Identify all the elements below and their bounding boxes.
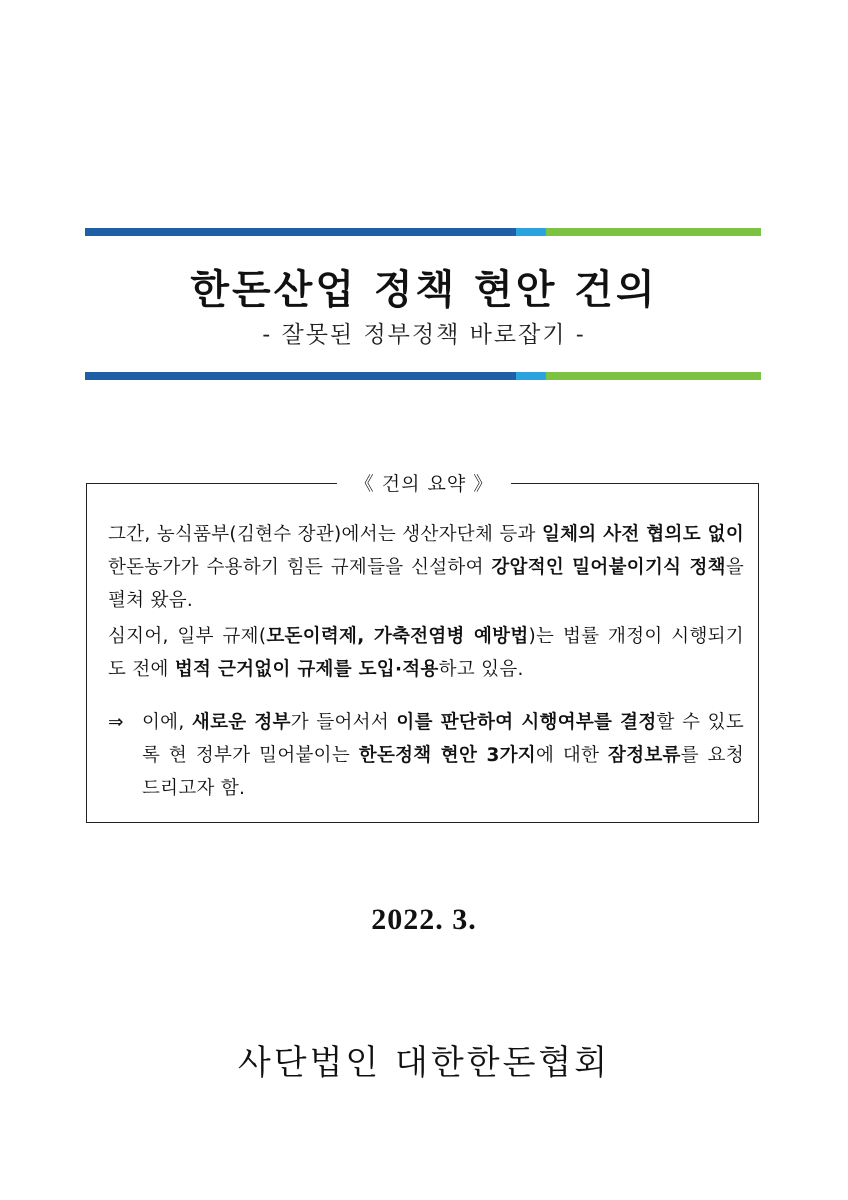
summary-paragraph-3 xyxy=(108,706,744,805)
text-run: 한돈농가가 수용하기 힘든 규제들을 신설하여 xyxy=(108,557,492,578)
summary-heading xyxy=(0,469,848,496)
text-run: 을 펼쳐 왔음. xyxy=(108,557,744,611)
arrow-icon: ⇒ xyxy=(108,712,124,733)
divider-green-segment xyxy=(546,228,761,236)
text-run: 이에, xyxy=(142,712,192,733)
emphasized-text: 새로운 정부 xyxy=(191,712,291,733)
text-run: 에 대한 xyxy=(535,745,609,766)
summary-heading-text: 《 건의 요약 》 xyxy=(337,473,512,495)
summary-paragraph-2 xyxy=(108,620,744,686)
divider-cyan-segment xyxy=(516,228,546,236)
summary-paragraph-3-text xyxy=(108,706,744,805)
divider-blue-segment xyxy=(85,228,516,236)
text-run: 하고 있음. xyxy=(438,659,524,680)
emphasized-text: 일체의 사전 협의도 없이 xyxy=(541,524,744,545)
emphasized-text: 강압적인 밀어붙이기식 정책 xyxy=(491,557,726,578)
emphasized-text: 잠정보류 xyxy=(608,745,681,766)
emphasized-text: 이를 판단하여 시행여부를 결정 xyxy=(396,712,657,733)
text-run: 를 요청 드리고자 함. xyxy=(142,745,744,799)
divider-blue-segment xyxy=(85,372,516,380)
organization-name: 사단법인 대한한돈협회 xyxy=(237,1043,611,1083)
document-subtitle: - 잘못된 정부정책 바로잡기 - xyxy=(262,322,586,348)
document-date: 2022. 3. xyxy=(371,903,477,936)
text-run: 그간, 농식품부(김현수 장관)에서는 생산자단체 등과 xyxy=(108,524,542,545)
emphasized-text: 한돈정책 현안 3가지 xyxy=(358,745,536,766)
bottom-divider-bar xyxy=(85,372,761,380)
document-title: 한돈산업 정책 현안 건의 xyxy=(190,267,658,313)
top-divider-bar xyxy=(85,228,761,236)
divider-green-segment xyxy=(546,372,761,380)
divider-cyan-segment xyxy=(516,372,546,380)
emphasized-text: 모돈이력제, 가축전염병 예방법 xyxy=(266,626,529,647)
text-run: 할 수 있도록 현 정부가 밀어붙이는 xyxy=(142,712,744,766)
text-run: 가 들어서서 xyxy=(290,712,397,733)
summary-paragraph-1 xyxy=(108,518,744,617)
emphasized-text: 법적 근거없이 규제를 도입·적용 xyxy=(174,659,439,680)
text-run: )는 법률 개정이 시행되기도 전에 xyxy=(108,626,744,680)
text-run: 심지어, 일부 규제( xyxy=(108,626,267,647)
